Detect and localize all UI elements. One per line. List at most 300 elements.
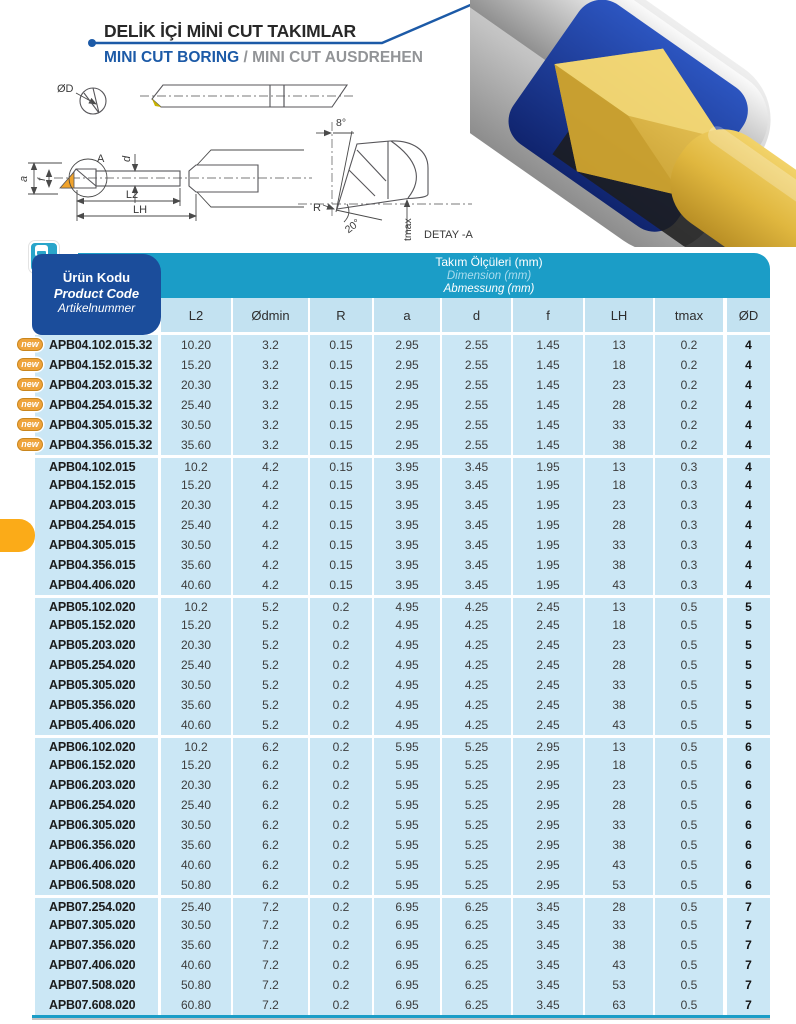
value-cell: 2.95 xyxy=(374,415,442,435)
label-detail-ref: A xyxy=(97,153,105,165)
value-cell: 5.95 xyxy=(374,755,442,775)
dimension-header-en: Dimension (mm) xyxy=(446,269,532,282)
value-cell: 6 xyxy=(725,815,770,835)
value-cell: 20.30 xyxy=(161,635,233,655)
value-cell: 7 xyxy=(725,915,770,935)
value-cell: 2.45 xyxy=(513,595,585,615)
value-cell: 0.15 xyxy=(310,455,374,475)
value-cell: 1.45 xyxy=(513,435,585,455)
value-cell: 6 xyxy=(725,775,770,795)
subtitle-en: MINI CUT BORING xyxy=(104,49,240,66)
table-row xyxy=(35,915,770,935)
value-cell: 2.55 xyxy=(442,415,513,435)
table-row xyxy=(35,475,770,495)
value-cell: 6.25 xyxy=(442,935,513,955)
value-cell: 7 xyxy=(725,935,770,955)
subtitle-de: MINI CUT AUSDREHEN xyxy=(252,49,423,66)
value-cell: 1.95 xyxy=(513,575,585,595)
value-cell: 0.2 xyxy=(310,915,374,935)
value-cell: 0.2 xyxy=(310,995,374,1015)
value-cell: 0.5 xyxy=(655,835,725,855)
product-code-cell xyxy=(21,415,161,435)
value-cell: 5 xyxy=(725,715,770,735)
product-code: APB04.152.015 xyxy=(49,478,136,492)
value-cell: 5.25 xyxy=(442,875,513,895)
value-cell: 0.2 xyxy=(310,875,374,895)
table-row xyxy=(35,595,770,615)
value-cell: 30.50 xyxy=(161,915,233,935)
product-code: APB07.508.020 xyxy=(49,978,136,992)
value-cell: 5 xyxy=(725,635,770,655)
value-cell: 0.15 xyxy=(310,475,374,495)
value-cell: 4 xyxy=(725,375,770,395)
value-cell: 3.45 xyxy=(442,495,513,515)
value-cell: 0.2 xyxy=(310,595,374,615)
value-cell: 3.45 xyxy=(513,895,585,915)
product-code-cell xyxy=(35,575,161,595)
value-cell: 4 xyxy=(725,395,770,415)
value-cell: 5.25 xyxy=(442,795,513,815)
column-header-f: f xyxy=(513,298,585,335)
value-cell: 1.95 xyxy=(513,475,585,495)
product-code: APB04.203.015.32 xyxy=(49,378,153,392)
value-cell: 2.45 xyxy=(513,675,585,695)
value-cell: 4.95 xyxy=(374,615,442,635)
value-cell: 3.95 xyxy=(374,575,442,595)
value-cell: 3.45 xyxy=(442,455,513,475)
value-cell: 2.95 xyxy=(374,435,442,455)
product-code-cell xyxy=(35,475,161,495)
value-cell: 15.20 xyxy=(161,615,233,635)
value-cell: 0.2 xyxy=(310,755,374,775)
value-cell: 15.20 xyxy=(161,355,233,375)
product-code: APB04.356.015 xyxy=(49,558,136,572)
value-cell: 6.25 xyxy=(442,895,513,915)
value-cell: 3.95 xyxy=(374,455,442,475)
value-cell: 1.45 xyxy=(513,335,585,355)
value-cell: 5.95 xyxy=(374,795,442,815)
column-header-od: ØD xyxy=(725,298,770,335)
table-row xyxy=(35,495,770,515)
product-code: APB05.406.020 xyxy=(49,718,136,732)
value-cell: 0.2 xyxy=(310,695,374,715)
value-cell: 0.2 xyxy=(310,935,374,955)
table-row xyxy=(35,955,770,975)
value-cell: 5.25 xyxy=(442,815,513,835)
value-cell: 0.2 xyxy=(655,395,725,415)
value-cell: 0.2 xyxy=(310,795,374,815)
value-cell: 13 xyxy=(585,595,655,615)
product-code: APB05.102.020 xyxy=(49,599,136,614)
value-cell: 7 xyxy=(725,895,770,915)
table-row xyxy=(35,815,770,835)
value-cell: 0.5 xyxy=(655,935,725,955)
value-cell: 0.3 xyxy=(655,555,725,575)
label-radius: R xyxy=(313,202,321,214)
product-code-header-en: Product Code xyxy=(53,285,140,301)
value-cell: 3.2 xyxy=(233,335,310,355)
value-cell: 0.15 xyxy=(310,335,374,355)
product-code: APB06.508.020 xyxy=(49,878,136,892)
table-row xyxy=(35,755,770,775)
value-cell: 40.60 xyxy=(161,855,233,875)
value-cell: 2.95 xyxy=(374,355,442,375)
table-row xyxy=(35,335,770,355)
page-edge-tab xyxy=(0,519,35,552)
table-row xyxy=(35,775,770,795)
value-cell: 4 xyxy=(725,555,770,575)
value-cell: 0.5 xyxy=(655,975,725,995)
column-header-d: d xyxy=(442,298,513,335)
value-cell: 5.95 xyxy=(374,775,442,795)
value-cell: 2.45 xyxy=(513,615,585,635)
product-code: APB07.254.020 xyxy=(49,899,136,914)
value-cell: 0.2 xyxy=(310,615,374,635)
value-cell: 7 xyxy=(725,995,770,1015)
product-code: APB07.356.020 xyxy=(49,938,136,952)
new-badge: new xyxy=(17,438,43,451)
table-row xyxy=(35,435,770,455)
value-cell: 3.45 xyxy=(513,935,585,955)
product-code-cell xyxy=(35,895,161,915)
new-badge: new xyxy=(17,358,43,371)
product-code: APB06.203.020 xyxy=(49,778,136,792)
value-cell: 4.25 xyxy=(442,655,513,675)
product-table xyxy=(21,253,770,1020)
value-cell: 5.25 xyxy=(442,775,513,795)
value-cell: 38 xyxy=(585,935,655,955)
table-body xyxy=(21,335,770,1015)
value-cell: 3.2 xyxy=(233,355,310,375)
value-cell: 7 xyxy=(725,955,770,975)
value-cell: 5 xyxy=(725,655,770,675)
product-code-cell xyxy=(35,695,161,715)
value-cell: 40.60 xyxy=(161,575,233,595)
product-code-cell xyxy=(21,335,161,355)
value-cell: 3.45 xyxy=(442,515,513,535)
value-cell: 5.95 xyxy=(374,735,442,755)
value-cell: 23 xyxy=(585,635,655,655)
product-code-cell xyxy=(35,955,161,975)
value-cell: 0.2 xyxy=(655,435,725,455)
value-cell: 6.2 xyxy=(233,795,310,815)
product-code: APB05.254.020 xyxy=(49,658,136,672)
product-code: APB05.356.020 xyxy=(49,698,136,712)
value-cell: 4.25 xyxy=(442,695,513,715)
column-header-a: a xyxy=(374,298,442,335)
value-cell: 5.2 xyxy=(233,715,310,735)
value-cell: 40.60 xyxy=(161,955,233,975)
value-cell: 5.2 xyxy=(233,695,310,715)
value-cell: 35.60 xyxy=(161,555,233,575)
dimension-header xyxy=(78,253,770,298)
value-cell: 2.95 xyxy=(513,775,585,795)
value-cell: 6.95 xyxy=(374,915,442,935)
value-cell: 4 xyxy=(725,435,770,455)
table-row xyxy=(35,715,770,735)
dimension-header-de: Abmessung (mm) xyxy=(443,283,535,295)
value-cell: 28 xyxy=(585,395,655,415)
value-cell: 0.2 xyxy=(310,635,374,655)
value-cell: 2.45 xyxy=(513,635,585,655)
value-cell: 5.2 xyxy=(233,655,310,675)
column-header-odmin: Ødmin xyxy=(233,298,310,335)
value-cell: 5.25 xyxy=(442,835,513,855)
value-cell: 4.2 xyxy=(233,475,310,495)
value-cell: 0.2 xyxy=(655,335,725,355)
product-code-cell xyxy=(35,755,161,775)
value-cell: 3.45 xyxy=(442,555,513,575)
value-cell: 6 xyxy=(725,855,770,875)
table-row xyxy=(35,515,770,535)
value-cell: 5.2 xyxy=(233,615,310,635)
value-cell: 6.2 xyxy=(233,835,310,855)
product-code: APB06.305.020 xyxy=(49,818,136,832)
table-row xyxy=(35,575,770,595)
value-cell: 4.25 xyxy=(442,715,513,735)
value-cell: 2.45 xyxy=(513,715,585,735)
product-code: APB04.203.015 xyxy=(49,498,136,512)
product-code-cell xyxy=(35,855,161,875)
value-cell: 33 xyxy=(585,535,655,555)
product-code: APB04.152.015.32 xyxy=(49,358,153,372)
product-code: APB04.305.015 xyxy=(49,538,136,552)
value-cell: 0.2 xyxy=(310,675,374,695)
product-code-cell xyxy=(35,795,161,815)
value-cell: 25.40 xyxy=(161,895,233,915)
value-cell: 0.15 xyxy=(310,435,374,455)
value-cell: 4.95 xyxy=(374,715,442,735)
value-cell: 2.55 xyxy=(442,375,513,395)
value-cell: 6.2 xyxy=(233,775,310,795)
value-cell: 1.45 xyxy=(513,355,585,375)
product-code-cell xyxy=(35,815,161,835)
value-cell: 0.3 xyxy=(655,455,725,475)
value-cell: 20.30 xyxy=(161,495,233,515)
value-cell: 28 xyxy=(585,895,655,915)
value-cell: 3.95 xyxy=(374,475,442,495)
product-code-cell xyxy=(35,655,161,675)
table-row xyxy=(35,535,770,555)
value-cell: 4 xyxy=(725,575,770,595)
product-code: APB06.356.020 xyxy=(49,838,136,852)
value-cell: 0.5 xyxy=(655,595,725,615)
value-cell: 10.2 xyxy=(161,455,233,475)
value-cell: 4.95 xyxy=(374,595,442,615)
value-cell: 2.95 xyxy=(513,835,585,855)
value-cell: 25.40 xyxy=(161,395,233,415)
value-cell: 2.95 xyxy=(374,375,442,395)
value-cell: 6 xyxy=(725,755,770,775)
value-cell: 3.95 xyxy=(374,555,442,575)
product-code-cell xyxy=(35,515,161,535)
value-cell: 4 xyxy=(725,495,770,515)
label-angle20: 20° xyxy=(342,216,363,237)
value-cell: 6.95 xyxy=(374,935,442,955)
value-cell: 6.2 xyxy=(233,855,310,875)
product-code-header-tr: Ürün Kodu xyxy=(62,270,131,285)
value-cell: 20.30 xyxy=(161,375,233,395)
value-cell: 38 xyxy=(585,435,655,455)
value-cell: 4.2 xyxy=(233,515,310,535)
value-cell: 4 xyxy=(725,355,770,375)
value-cell: 0.2 xyxy=(655,375,725,395)
value-cell: 0.15 xyxy=(310,395,374,415)
product-code-cell xyxy=(35,835,161,855)
dimension-table xyxy=(21,298,770,1015)
value-cell: 6 xyxy=(725,835,770,855)
value-cell: 60.80 xyxy=(161,995,233,1015)
value-cell: 0.5 xyxy=(655,855,725,875)
product-code-cell xyxy=(35,535,161,555)
value-cell: 6 xyxy=(725,875,770,895)
value-cell: 0.5 xyxy=(655,715,725,735)
value-cell: 23 xyxy=(585,775,655,795)
value-cell: 4.25 xyxy=(442,635,513,655)
value-cell: 28 xyxy=(585,795,655,815)
value-cell: 6.95 xyxy=(374,995,442,1015)
value-cell: 2.95 xyxy=(513,755,585,775)
value-cell: 15.20 xyxy=(161,475,233,495)
value-cell: 4 xyxy=(725,335,770,355)
value-cell: 0.5 xyxy=(655,655,725,675)
product-code: APB05.305.020 xyxy=(49,678,136,692)
value-cell: 4.95 xyxy=(374,635,442,655)
value-cell: 63 xyxy=(585,995,655,1015)
value-cell: 0.2 xyxy=(310,975,374,995)
value-cell: 4 xyxy=(725,515,770,535)
value-cell: 5 xyxy=(725,595,770,615)
table-row xyxy=(35,935,770,955)
tool-photo xyxy=(470,0,796,247)
product-code: APB04.102.015 xyxy=(49,459,136,474)
value-cell: 5.95 xyxy=(374,815,442,835)
value-cell: 13 xyxy=(585,335,655,355)
value-cell: 50.80 xyxy=(161,875,233,895)
value-cell: 3.2 xyxy=(233,375,310,395)
product-code-cell xyxy=(35,935,161,955)
label-tmax: tmax xyxy=(402,218,414,241)
value-cell: 3.45 xyxy=(513,915,585,935)
product-code: APB06.406.020 xyxy=(49,858,136,872)
table-bottom-shadow xyxy=(32,1018,770,1020)
product-code-cell xyxy=(35,495,161,515)
value-cell: 0.2 xyxy=(310,855,374,875)
value-cell: 1.95 xyxy=(513,455,585,475)
value-cell: 7.2 xyxy=(233,895,310,915)
value-cell: 4 xyxy=(725,475,770,495)
table-row xyxy=(35,735,770,755)
value-cell: 15.20 xyxy=(161,755,233,775)
value-cell: 7.2 xyxy=(233,955,310,975)
product-code-cell xyxy=(35,455,161,475)
value-cell: 0.15 xyxy=(310,555,374,575)
value-cell: 13 xyxy=(585,735,655,755)
page-title: DELİK İÇİ MİNİ CUT TAKIMLAR xyxy=(104,21,356,41)
value-cell: 3.95 xyxy=(374,535,442,555)
value-cell: 3.45 xyxy=(442,475,513,495)
new-badge: new xyxy=(17,398,43,411)
value-cell: 4.25 xyxy=(442,615,513,635)
value-cell: 3.2 xyxy=(233,415,310,435)
value-cell: 0.15 xyxy=(310,495,374,515)
value-cell: 33 xyxy=(585,415,655,435)
value-cell: 23 xyxy=(585,495,655,515)
product-code-header-de: Artikelnummer xyxy=(57,301,136,315)
value-cell: 0.5 xyxy=(655,675,725,695)
value-cell: 6 xyxy=(725,795,770,815)
value-cell: 4.2 xyxy=(233,535,310,555)
value-cell: 5.95 xyxy=(374,855,442,875)
product-code-cell xyxy=(35,735,161,755)
value-cell: 5.25 xyxy=(442,735,513,755)
value-cell: 4.95 xyxy=(374,655,442,675)
value-cell: 30.50 xyxy=(161,415,233,435)
value-cell: 6.2 xyxy=(233,735,310,755)
column-header-lh: LH xyxy=(585,298,655,335)
value-cell: 2.95 xyxy=(513,875,585,895)
value-cell: 2.55 xyxy=(442,335,513,355)
value-cell: 0.2 xyxy=(310,955,374,975)
value-cell: 0.5 xyxy=(655,615,725,635)
value-cell: 38 xyxy=(585,835,655,855)
product-code: APB07.305.020 xyxy=(49,918,136,932)
product-code-header xyxy=(32,254,161,335)
value-cell: 5.2 xyxy=(233,635,310,655)
value-cell: 0.5 xyxy=(655,755,725,775)
value-cell: 40.60 xyxy=(161,715,233,735)
new-badge: new xyxy=(17,378,43,391)
value-cell: 33 xyxy=(585,815,655,835)
value-cell: 30.50 xyxy=(161,675,233,695)
product-code: APB05.152.020 xyxy=(49,618,136,632)
value-cell: 4.95 xyxy=(374,675,442,695)
value-cell: 53 xyxy=(585,875,655,895)
value-cell: 0.5 xyxy=(655,875,725,895)
value-cell: 6.95 xyxy=(374,895,442,915)
value-cell: 4.2 xyxy=(233,455,310,475)
value-cell: 0.3 xyxy=(655,495,725,515)
product-code: APB07.608.020 xyxy=(49,998,136,1012)
value-cell: 4.25 xyxy=(442,595,513,615)
value-cell: 0.2 xyxy=(310,715,374,735)
value-cell: 13 xyxy=(585,455,655,475)
value-cell: 0.3 xyxy=(655,535,725,555)
value-cell: 5 xyxy=(725,615,770,635)
table-row xyxy=(35,875,770,895)
product-code: APB04.406.020 xyxy=(49,578,136,592)
table-row xyxy=(35,635,770,655)
value-cell: 4 xyxy=(725,455,770,475)
label-dim-d: d xyxy=(121,155,133,162)
label-detail-title: DETAY -A xyxy=(424,229,473,241)
product-code-cell xyxy=(21,435,161,455)
value-cell: 4.2 xyxy=(233,555,310,575)
value-cell: 35.60 xyxy=(161,835,233,855)
value-cell: 0.5 xyxy=(655,895,725,915)
value-cell: 43 xyxy=(585,575,655,595)
product-code-cell xyxy=(35,555,161,575)
value-cell: 35.60 xyxy=(161,435,233,455)
value-cell: 3.45 xyxy=(513,995,585,1015)
table-row xyxy=(35,895,770,915)
label-dim-f: f xyxy=(36,178,48,181)
value-cell: 5.25 xyxy=(442,755,513,775)
product-code: APB04.102.015.32 xyxy=(49,338,153,352)
value-cell: 0.3 xyxy=(655,575,725,595)
column-header-l2: L2 xyxy=(161,298,233,335)
value-cell: 18 xyxy=(585,615,655,635)
